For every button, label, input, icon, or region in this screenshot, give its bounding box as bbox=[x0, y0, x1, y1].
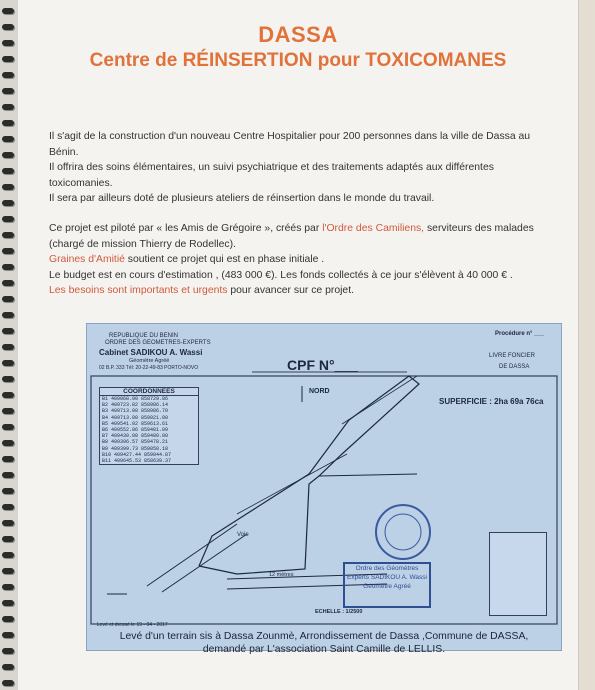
binding-ring bbox=[2, 312, 14, 318]
binding-ring bbox=[2, 56, 14, 62]
binding-ring bbox=[2, 88, 14, 94]
coordinates-row: B8 409396.57 859478.21 bbox=[102, 439, 169, 446]
binding-ring bbox=[2, 360, 14, 366]
coordinates-table bbox=[99, 387, 199, 465]
binding-ring bbox=[2, 648, 14, 654]
plan-caption bbox=[87, 630, 561, 656]
binding-ring bbox=[2, 504, 14, 510]
plan-caption-line-1: Levé d'un terrain sis à Dassa Zounmè, Arrondissement de Dassa ,Commune de DASSA, bbox=[119, 631, 529, 642]
intro-line-3: Il sera par ailleurs doté de plusieurs ateliers de réinsertion dans le monde du travail. bbox=[49, 193, 435, 205]
plan-de-dassa: DE DASSA bbox=[499, 364, 530, 370]
binding-ring bbox=[2, 584, 14, 590]
plan-voie-label: Voie bbox=[237, 532, 249, 538]
plan-republic: REPUBLIQUE DU BENIN bbox=[109, 333, 179, 339]
binding-ring bbox=[2, 600, 14, 606]
binding-ring bbox=[2, 664, 14, 670]
coordinates-row: B11 409645.53 858639.37 bbox=[102, 458, 172, 465]
binding-ring bbox=[2, 408, 14, 414]
binding-ring bbox=[2, 440, 14, 446]
coordinates-row: B9 409399.73 859050.18 bbox=[102, 445, 169, 452]
binding-ring bbox=[2, 152, 14, 158]
plan-location-inset bbox=[489, 532, 547, 616]
binding-ring bbox=[2, 264, 14, 270]
plan-order: ORDRE DES GEOMETRES-EXPERTS bbox=[105, 340, 211, 346]
needs-line: Les besoins sont importants et urgents pour avancer sur ce projet. bbox=[49, 285, 354, 297]
binding-ring bbox=[2, 392, 14, 398]
binding-ring bbox=[2, 216, 14, 222]
binding-ring bbox=[2, 680, 14, 686]
binding-ring bbox=[2, 24, 14, 30]
binding-ring bbox=[2, 200, 14, 206]
plan-cpf: CPF N°___ bbox=[287, 357, 358, 373]
support-line: Graines d'Amitié soutient ce projet qui est en phase initiale . bbox=[49, 254, 325, 266]
coordinates-row: B6 409552.86 859481.09 bbox=[102, 427, 169, 434]
binding-ring bbox=[2, 136, 14, 142]
binding-ring bbox=[2, 424, 14, 430]
binding-ring bbox=[2, 120, 14, 126]
intro-line-1: Il s'agit de la construction d'un nouveau Centre Hospitalier pour 200 personnes dans la ville de Dassa au Bénin. bbox=[49, 131, 531, 158]
binding-ring bbox=[2, 184, 14, 190]
binding-ring bbox=[2, 536, 14, 542]
plan-rectangular-stamp: Ordre des Géomètres Experts SADIKOU A. Wassi Géomètre Agréé bbox=[343, 562, 431, 608]
project-paragraph bbox=[49, 221, 549, 299]
binding-ring bbox=[2, 104, 14, 110]
binding-ring bbox=[2, 168, 14, 174]
binding-ring bbox=[2, 232, 14, 238]
binding-ring bbox=[2, 296, 14, 302]
document-body bbox=[49, 129, 549, 299]
coordinates-row: B1 409068.00 858729.86 bbox=[102, 396, 169, 402]
budget-line: Le budget est en cours d'estimation , (483 000 €). Les fonds collectés à ce jour s'élèvent à 40 000 € . bbox=[49, 269, 513, 281]
plan-nord-label: NORD bbox=[309, 388, 330, 395]
binding-ring bbox=[2, 376, 14, 382]
graines-highlight: Graines d'Amitié bbox=[49, 254, 125, 266]
camiliens-highlight: l'Ordre des Camiliens, bbox=[322, 222, 425, 234]
plan-date-line: Levé et dressé le 19 - 04 - 2017 bbox=[97, 622, 168, 628]
binding-ring bbox=[2, 456, 14, 462]
intro-paragraph bbox=[49, 129, 549, 207]
coordinates-row: B5 409541.02 859613.61 bbox=[102, 420, 169, 427]
binding-ring bbox=[2, 520, 14, 526]
plan-livre-foncier: LIVRE FONCIER bbox=[489, 353, 536, 359]
page-edge bbox=[578, 0, 595, 690]
document-title: DASSA bbox=[258, 22, 338, 47]
binding-ring bbox=[2, 552, 14, 558]
intro-line-2: Il offrira des soins élémentaires, un suivi psychiatrique et des traitements adaptés aux différentes toxicomanies. bbox=[49, 162, 494, 189]
cadastral-plan-image bbox=[86, 323, 562, 655]
coordinates-row: B7 409430.00 859480.00 bbox=[102, 433, 169, 440]
document-page bbox=[18, 0, 579, 690]
binding-ring bbox=[2, 328, 14, 334]
plan-contact: 02 B.P. 333 Tél: 20-22-49-83 PORTO-NOVO bbox=[99, 365, 199, 371]
plan-procedure: Procédure n° ___ bbox=[495, 331, 545, 337]
plan-echelle: ECHELLE : 1/2500 bbox=[315, 609, 363, 615]
binding-ring bbox=[2, 616, 14, 622]
binding-ring bbox=[2, 248, 14, 254]
binding-ring bbox=[2, 568, 14, 574]
plan-caption-line-2: demandé par L'association Saint Camille de LELLIS. bbox=[202, 644, 446, 655]
binding-ring bbox=[2, 280, 14, 286]
needs-highlight: Les besoins sont importants et urgents bbox=[49, 285, 228, 297]
binding-ring bbox=[2, 344, 14, 350]
plan-cabinet: Cabinet SADIKOU A. Wassi bbox=[99, 348, 203, 357]
coordinates-row: B4 409713.00 859021.00 bbox=[102, 414, 169, 421]
document-subtitle: Centre de RÉINSERTION pour TOXICOMANES bbox=[89, 50, 507, 71]
coordinates-header: COORDONNEES bbox=[100, 388, 198, 396]
coordinates-row: B3 409713.00 858986.70 bbox=[102, 408, 169, 415]
coordinates-row: B10 409427.44 859044.87 bbox=[102, 451, 172, 458]
binding-ring bbox=[2, 632, 14, 638]
binding-ring bbox=[2, 72, 14, 78]
coordinates-row: B2 409723.82 858986.14 bbox=[102, 402, 169, 409]
plan-superficie: SUPERFICIE : 2ha 69a 76ca bbox=[439, 397, 544, 406]
binding-ring bbox=[2, 8, 14, 14]
plan-metres-label: 12 mètres bbox=[269, 572, 294, 578]
plan-geometre: Géomètre Agréé bbox=[129, 358, 170, 364]
binding-ring bbox=[2, 488, 14, 494]
binding-ring bbox=[2, 40, 14, 46]
binding-ring bbox=[2, 472, 14, 478]
pilot-line: Ce projet est piloté par « les Amis de Grégoire », créés par l'Ordre des Camiliens, serviteurs des malades (chargé de mission Thierry de Rodellec). bbox=[49, 222, 534, 250]
